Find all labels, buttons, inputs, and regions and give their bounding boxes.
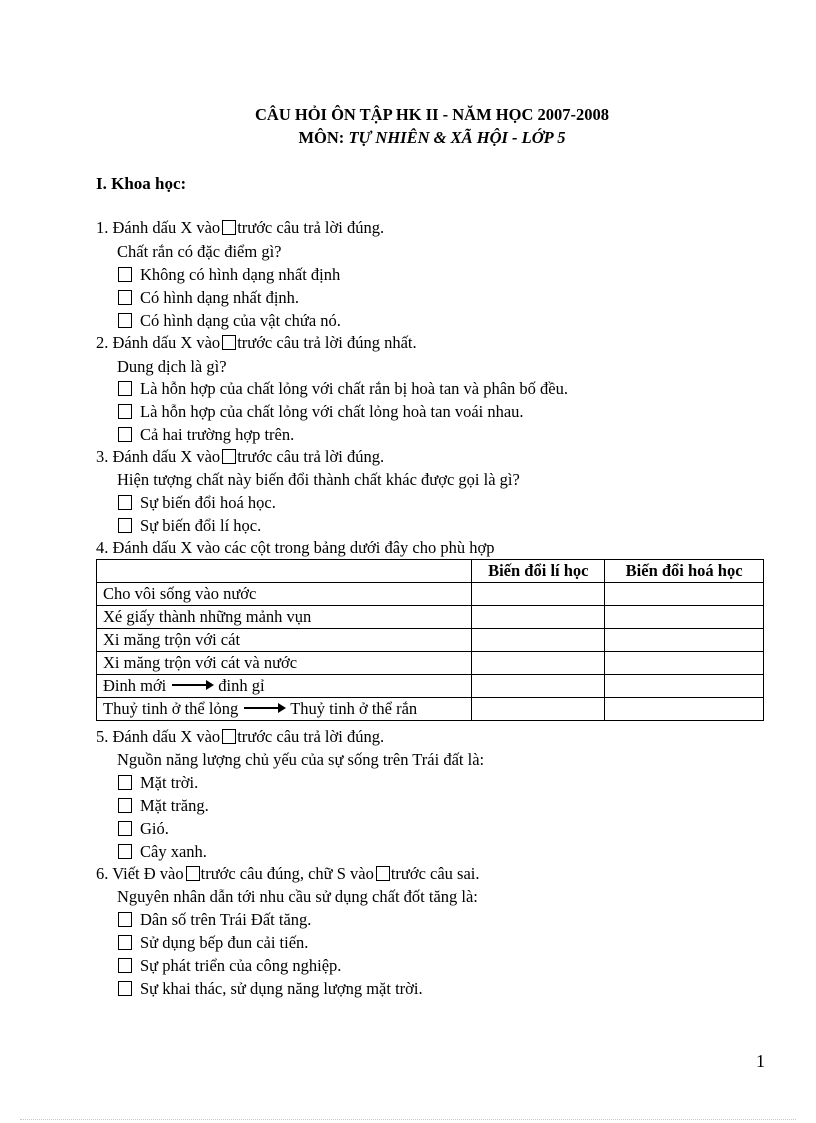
q6-option[interactable]: Sự phát triển của công nghiệp. xyxy=(118,956,341,976)
answer-cell-physical[interactable] xyxy=(472,583,605,606)
q2-option[interactable]: Là hỗn hợp của chất lỏng với chất rắn bị hoà tan và phân bố đều. xyxy=(118,379,568,399)
checkbox-icon xyxy=(222,335,236,350)
answer-cell-chemical[interactable] xyxy=(605,698,764,721)
answer-cell-chemical[interactable] xyxy=(605,606,764,629)
table-row xyxy=(97,698,764,721)
classification-table xyxy=(96,559,764,721)
q6-instruction-start: 6. Viết Đ vào xyxy=(96,864,184,883)
q1-instruction-end: trước câu trả lời đúng. xyxy=(237,218,385,237)
answer-checkbox[interactable] xyxy=(118,381,132,396)
q5-option[interactable]: Cây xanh. xyxy=(118,842,207,862)
answer-cell-chemical[interactable] xyxy=(605,675,764,698)
checkbox-icon xyxy=(186,866,200,881)
answer-checkbox[interactable] xyxy=(118,935,132,950)
subtitle-prefix: MÔN: xyxy=(298,128,349,147)
q2-instruction-end: trước câu trả lời đúng nhất. xyxy=(237,333,417,352)
answer-checkbox[interactable] xyxy=(118,798,132,813)
table-row xyxy=(97,675,764,698)
question-2 xyxy=(96,333,417,353)
checkbox-icon xyxy=(222,220,236,235)
document-title: CÂU HỎI ÔN TẬP HK II - NĂM HỌC 2007-2008 xyxy=(255,105,609,124)
q1-option[interactable]: Có hình dạng của vật chứa nó. xyxy=(118,311,341,331)
q5-option[interactable]: Mặt trời. xyxy=(118,773,198,793)
section-heading: I. Khoa học: xyxy=(96,174,187,193)
table-row xyxy=(97,583,764,606)
q3-option[interactable]: Sự biến đổi hoá học. xyxy=(118,493,276,513)
answer-checkbox[interactable] xyxy=(118,958,132,973)
answer-checkbox[interactable] xyxy=(118,495,132,510)
table-header-cell: Biến đổi hoá học xyxy=(605,560,764,583)
document-subtitle xyxy=(0,128,816,148)
q6-instruction-end: trước câu sai. xyxy=(390,864,480,883)
table-header-row xyxy=(97,560,764,583)
table-row-label: Thuỷ tinh ở thể lỏng Thuỷ tinh ở thể rắn xyxy=(97,698,472,721)
question-5 xyxy=(96,727,384,747)
q3-instruction-end: trước câu trả lời đúng. xyxy=(237,447,385,466)
answer-cell-physical[interactable] xyxy=(472,606,605,629)
q2-instruction-start: 2. Đánh dấu X vào xyxy=(96,333,221,352)
table-row xyxy=(97,652,764,675)
table-header-cell xyxy=(97,560,472,583)
table-row xyxy=(97,606,764,629)
answer-checkbox[interactable] xyxy=(118,518,132,533)
table-row-label: Xé giấy thành những mảnh vụn xyxy=(97,606,472,629)
answer-cell-physical[interactable] xyxy=(472,675,605,698)
q5-instruction-start: 5. Đánh dấu X vào xyxy=(96,727,221,746)
q6-option[interactable]: Dân số trên Trái Đất tăng. xyxy=(118,910,311,930)
q2-prompt: Dung dịch là gì? xyxy=(117,357,227,376)
q5-prompt: Nguồn năng lượng chủ yếu của sự sống trên Trái đất là: xyxy=(117,750,485,769)
q5-option[interactable]: Mặt trăng. xyxy=(118,796,209,816)
table-row-label: Xi măng trộn với cát và nước xyxy=(97,652,472,675)
answer-checkbox[interactable] xyxy=(118,404,132,419)
q6-option[interactable]: Sử dụng bếp đun cải tiến. xyxy=(118,933,308,953)
arrow-right-icon xyxy=(172,684,212,686)
q6-prompt: Nguyên nhân dẫn tới nhu cầu sử dụng chất đốt tăng là: xyxy=(117,887,478,906)
q1-instruction-start: 1. Đánh dấu X vào xyxy=(96,218,221,237)
answer-cell-chemical[interactable] xyxy=(605,629,764,652)
arrow-right-icon xyxy=(244,707,284,709)
question-4: 4. Đánh dấu X vào các cột trong bảng dưới đây cho phù hợp xyxy=(96,538,495,557)
table-row-label: Xi măng trộn với cát xyxy=(97,629,472,652)
answer-cell-chemical[interactable] xyxy=(605,652,764,675)
answer-cell-physical[interactable] xyxy=(472,698,605,721)
answer-checkbox[interactable] xyxy=(118,267,132,282)
table-row-label: Đinh mới đinh gỉ xyxy=(97,675,472,698)
page-bottom-divider xyxy=(20,1119,796,1120)
q1-prompt: Chất rắn có đặc điểm gì? xyxy=(117,242,282,261)
question-3 xyxy=(96,447,384,467)
answer-cell-chemical[interactable] xyxy=(605,583,764,606)
table-row-label: Cho vôi sống vào nước xyxy=(97,583,472,606)
answer-cell-physical[interactable] xyxy=(472,652,605,675)
page-number: 1 xyxy=(756,1051,765,1071)
q5-instruction-end: trước câu trả lời đúng. xyxy=(237,727,385,746)
checkbox-icon xyxy=(376,866,390,881)
answer-checkbox[interactable] xyxy=(118,821,132,836)
q1-option[interactable]: Không có hình dạng nhất định xyxy=(118,265,340,285)
answer-cell-physical[interactable] xyxy=(472,629,605,652)
q3-prompt: Hiện tượng chất này biến đổi thành chất khác được gọi là gì? xyxy=(117,470,520,489)
q2-option[interactable]: Cả hai trường hợp trên. xyxy=(118,425,294,445)
answer-checkbox[interactable] xyxy=(118,775,132,790)
question-6 xyxy=(96,864,480,884)
answer-checkbox[interactable] xyxy=(118,290,132,305)
q3-instruction-start: 3. Đánh dấu X vào xyxy=(96,447,221,466)
q1-option[interactable]: Có hình dạng nhất định. xyxy=(118,288,299,308)
answer-checkbox[interactable] xyxy=(118,844,132,859)
q5-option[interactable]: Gió. xyxy=(118,819,169,839)
subtitle-subject: TỰ NHIÊN & XÃ HỘI - LỚP 5 xyxy=(348,128,566,147)
q6-option[interactable]: Sự khai thác, sử dụng năng lượng mặt trời. xyxy=(118,979,423,999)
answer-checkbox[interactable] xyxy=(118,313,132,328)
q2-option[interactable]: Là hỗn hợp của chất lỏng với chất lỏng hoà tan voái nhau. xyxy=(118,402,524,422)
answer-checkbox[interactable] xyxy=(118,427,132,442)
checkbox-icon xyxy=(222,449,236,464)
table-header-cell: Biến đổi lí học xyxy=(472,560,605,583)
question-1 xyxy=(96,218,384,238)
checkbox-icon xyxy=(222,729,236,744)
answer-checkbox[interactable] xyxy=(118,981,132,996)
q3-option[interactable]: Sự biến đổi lí học. xyxy=(118,516,261,536)
q6-instruction-mid: trước câu đúng, chữ S vào xyxy=(200,864,374,883)
table-row xyxy=(97,629,764,652)
answer-checkbox[interactable] xyxy=(118,912,132,927)
